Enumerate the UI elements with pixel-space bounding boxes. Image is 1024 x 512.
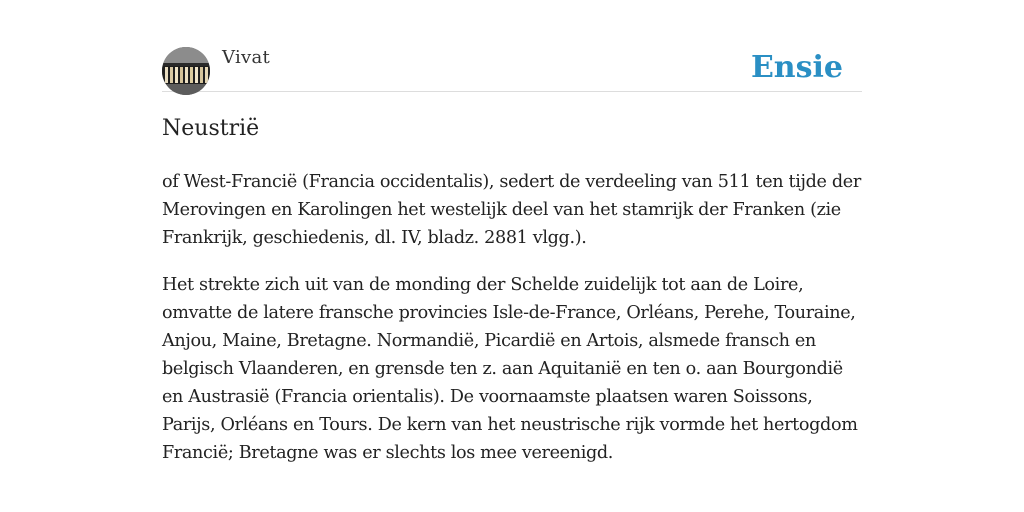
article-body [162,168,866,486]
paragraph: of West-Francië (Francia occidentalis), sedert de verdeeling van 511 ten tijde der Merovingen en Karolingen het westelijk deel van het stamrijk der Franken (zie Frankrijk, geschiedenis, dl. IV, bladz. 2881 vlgg.). [162,172,861,248]
book-spines-icon [162,47,210,95]
source-avatar[interactable] [162,47,210,95]
source-name[interactable]: Vivat [222,47,271,68]
article-title: Neustrië [162,116,260,141]
header [162,46,862,92]
paragraph: Het strekte zich uit van de monding der Schelde zuidelijk tot aan de Loire, omvatte de latere fransche provincies Isle-de-France, Orléans, Perehe, Touraine, Anjou, Maine, Bretagne. Normandië, Picardië en Artois, alsmede fransch en belgisch Vlaanderen, en grensde ten z. aan Aquitanië en ten o. aan Bourgondië en Austrasië (Francia orientalis). De voornaamste plaatsen waren Soissons, Parijs, Orléans en Tours. De kern van het neustrische rijk vormde het hertogdom Francië; Bretagne was er slechts los mee vereenigd. [162,275,858,463]
brand-logo[interactable]: Ensie [750,50,843,85]
